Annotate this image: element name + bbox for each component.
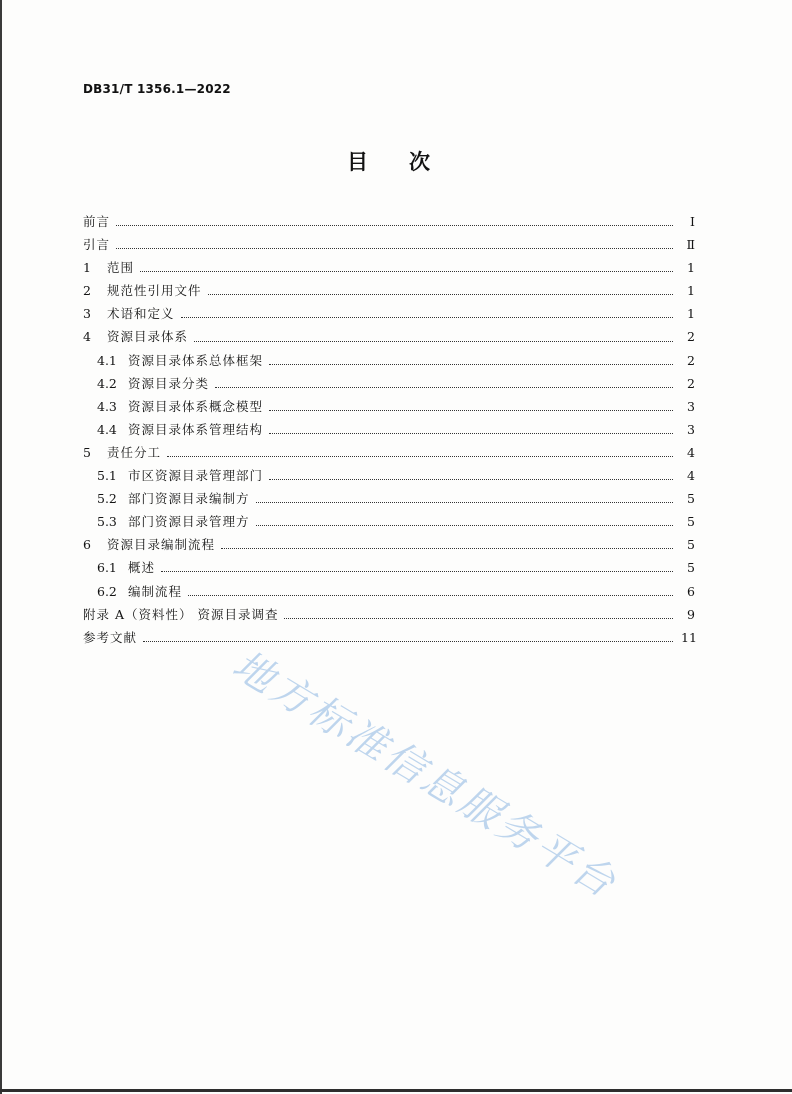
toc-entry-page: 4 xyxy=(687,468,695,484)
toc-entry-label: 市区资源目录管理部门 xyxy=(128,468,264,484)
toc-entry-page: 4 xyxy=(687,444,695,460)
toc-entry xyxy=(83,626,695,649)
toc-entry xyxy=(83,603,695,626)
dot-leader xyxy=(140,271,673,272)
toc-entry-number: 3 xyxy=(83,306,91,322)
toc-entry-number: 2 xyxy=(83,283,91,299)
toc-entry-page: 11 xyxy=(681,629,697,645)
toc-entry-label: 资源目录体系总体框架 xyxy=(128,352,264,368)
dot-leader xyxy=(256,525,673,526)
table-of-contents xyxy=(83,210,695,649)
dot-leader xyxy=(188,595,673,596)
toc-entry xyxy=(83,418,695,441)
toc-entry xyxy=(83,256,695,279)
toc-entry-label: 责任分工 xyxy=(107,444,162,460)
toc-entry-label: 引言 xyxy=(83,237,111,253)
toc-entry-number: 4.4 xyxy=(97,421,117,437)
toc-entry-number: 4.3 xyxy=(97,398,117,414)
dot-leader xyxy=(161,571,673,572)
dot-leader xyxy=(194,341,673,342)
toc-entry-number: 5.3 xyxy=(97,514,117,530)
toc-entry xyxy=(83,487,695,510)
dot-leader xyxy=(256,502,673,503)
toc-entry-label: 附录 A（资料性） 资源目录调查 xyxy=(83,606,279,622)
toc-entry xyxy=(83,533,695,556)
scan-edge-bottom xyxy=(0,1089,792,1092)
toc-entry-label: 范围 xyxy=(107,260,135,276)
toc-entry-page: 5 xyxy=(687,491,695,507)
toc-entry-page: 3 xyxy=(687,398,695,414)
toc-entry-number: 5 xyxy=(83,444,91,460)
dot-leader xyxy=(284,618,673,619)
toc-entry-page: 2 xyxy=(687,329,695,345)
toc-entry-page: 1 xyxy=(687,283,695,299)
toc-entry-page: Ⅰ xyxy=(690,214,695,229)
toc-title: 目次 xyxy=(347,149,471,174)
toc-entry-label: 资源目录分类 xyxy=(128,375,210,391)
dot-leader xyxy=(269,410,673,411)
toc-entry xyxy=(83,395,695,418)
toc-entry-label: 部门资源目录管理方 xyxy=(128,514,250,530)
toc-entry-number: 4.2 xyxy=(97,375,117,391)
toc-entry-label: 资源目录体系管理结构 xyxy=(128,421,264,437)
toc-entry-label: 部门资源目录编制方 xyxy=(128,491,250,507)
document-code: DB31/T 1356.1—2022 xyxy=(83,82,231,96)
toc-entry-page: 2 xyxy=(687,352,695,368)
toc-entry-label: 资源目录编制流程 xyxy=(107,537,216,553)
toc-entry-number: 4 xyxy=(83,329,91,345)
dot-leader xyxy=(269,433,673,434)
toc-entry-page: 1 xyxy=(687,260,695,276)
dot-leader xyxy=(181,317,673,318)
dot-leader xyxy=(269,364,673,365)
toc-entry xyxy=(83,580,695,603)
dot-leader xyxy=(116,225,673,226)
toc-entry xyxy=(83,441,695,464)
toc-entry-label: 规范性引用文件 xyxy=(107,283,202,299)
toc-entry-label: 概述 xyxy=(128,560,156,576)
toc-entry xyxy=(83,325,695,348)
toc-entry-page: 5 xyxy=(687,560,695,576)
toc-entry-label: 资源目录体系 xyxy=(107,329,189,345)
toc-entry-page: 3 xyxy=(687,421,695,437)
toc-entry-label: 参考文献 xyxy=(83,629,138,645)
toc-entry-page: Ⅱ xyxy=(686,237,695,253)
toc-entry-number: 1 xyxy=(83,260,91,276)
dot-leader xyxy=(208,294,673,295)
toc-entry-page: 6 xyxy=(687,583,695,599)
scan-edge-left xyxy=(0,0,2,1094)
toc-entry-page: 9 xyxy=(687,606,695,622)
toc-entry xyxy=(83,210,695,233)
toc-entry xyxy=(83,279,695,302)
toc-entry xyxy=(83,233,695,256)
toc-entry-number: 5.2 xyxy=(97,491,117,507)
watermark: 地方标准信息服务平台 xyxy=(224,641,626,909)
toc-entry xyxy=(83,302,695,325)
toc-entry-number: 6 xyxy=(83,537,91,553)
toc-entry-number: 4.1 xyxy=(97,352,117,368)
toc-entry-number: 6.2 xyxy=(97,583,117,599)
toc-entry-number: 5.1 xyxy=(97,468,117,484)
toc-entry xyxy=(83,349,695,372)
toc-entry-page: 1 xyxy=(687,306,695,322)
toc-entry-label: 前言 xyxy=(83,214,111,229)
toc-entry-page: 5 xyxy=(687,514,695,530)
dot-leader xyxy=(143,641,673,642)
toc-entry xyxy=(83,372,695,395)
dot-leader xyxy=(167,456,673,457)
dot-leader xyxy=(269,479,673,480)
toc-entry-label: 术语和定义 xyxy=(107,306,175,322)
toc-entry-page: 5 xyxy=(687,537,695,553)
toc-entry-number: 6.1 xyxy=(97,560,117,576)
dot-leader xyxy=(116,248,673,249)
toc-entry-label: 资源目录体系概念模型 xyxy=(128,398,264,414)
dot-leader xyxy=(215,387,673,388)
toc-entry-label: 编制流程 xyxy=(128,583,183,599)
toc-entry-page: 2 xyxy=(687,375,695,391)
toc-entry xyxy=(83,556,695,579)
toc-entry xyxy=(83,464,695,487)
toc-entry xyxy=(83,510,695,533)
dot-leader xyxy=(221,548,673,549)
